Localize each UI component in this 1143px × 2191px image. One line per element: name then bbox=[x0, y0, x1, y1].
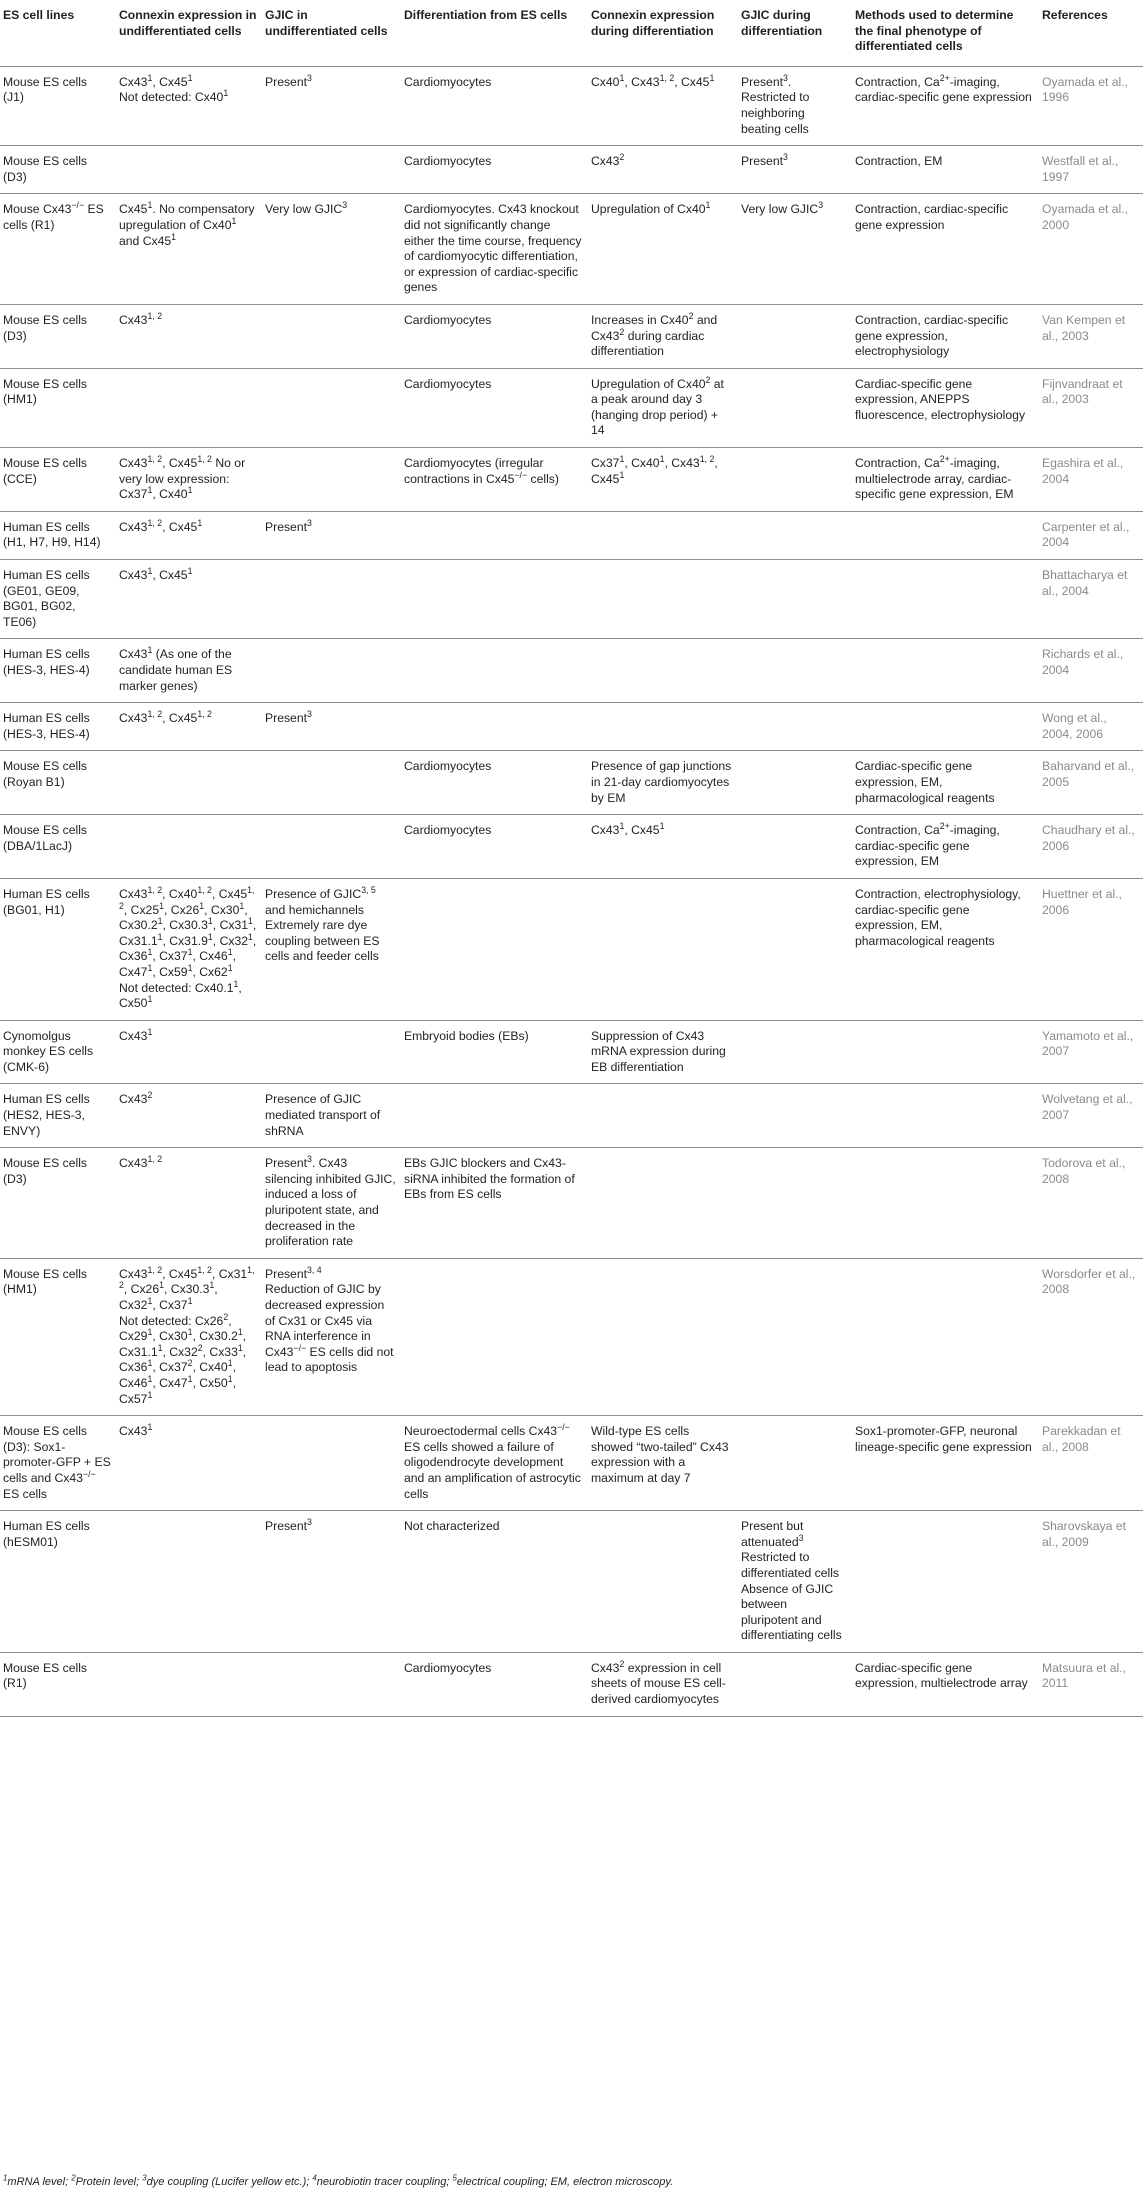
cell-gjic-undiff: Very low GJIC$^3$ bbox=[263, 194, 402, 305]
cell-gjic-during-diff bbox=[739, 1652, 853, 1716]
cell-gjic-during-diff bbox=[739, 878, 853, 1020]
cell-gjic-undiff bbox=[263, 146, 402, 194]
cell-connexin-undiff bbox=[117, 146, 263, 194]
cell-gjic-during-diff bbox=[739, 1148, 853, 1259]
cell-connexin-during-diff: Upregulation of $Cx40^1$ bbox=[589, 194, 739, 305]
cell-reference: Matsuura et al., 2011 bbox=[1040, 1652, 1143, 1716]
cell-reference: Richards et al., 2004 bbox=[1040, 639, 1143, 703]
cell-connexin-undiff: Cx43$^{1, 2}$, Cx45$^{1, 2}$ No or very low expression: $Cx37^1$, $Cx40^1$ bbox=[117, 448, 263, 512]
cell-gjic-undiff: Present$^{3, 4}$ Reduction of GJIC by decreased expression of Cx31 or Cx45 via RNA interference in Cx43−/− ES cells did not lead to apoptosis bbox=[263, 1258, 402, 1415]
cell-es-cell-line: Mouse ES cells (D3): Sox1-promoter-GFP + ES cells and Cx43−/− ES cells bbox=[0, 1416, 117, 1511]
cell-connexin-during-diff: $Cx43^2$ bbox=[589, 146, 739, 194]
cell-gjic-during-diff bbox=[739, 304, 853, 368]
column-header-differentiation: Differentiation from ES cells bbox=[402, 0, 589, 66]
cell-es-cell-line: Mouse ES cells (HM1) bbox=[0, 1258, 117, 1415]
cell-es-cell-line: Mouse Cx43−/− ES cells (R1) bbox=[0, 194, 117, 305]
cell-gjic-undiff bbox=[263, 1652, 402, 1716]
table-row bbox=[0, 751, 1143, 815]
table-row bbox=[0, 815, 1143, 879]
cell-es-cell-line: Mouse ES cells (D3) bbox=[0, 304, 117, 368]
cell-reference: Yamamoto et al., 2007 bbox=[1040, 1020, 1143, 1084]
cell-reference: Chaudhary et al., 2006 bbox=[1040, 815, 1143, 879]
cell-reference: Egashira et al., 2004 bbox=[1040, 448, 1143, 512]
cell-reference: Carpenter et al., 2004 bbox=[1040, 511, 1143, 559]
table-row bbox=[0, 1416, 1143, 1511]
cell-methods bbox=[853, 639, 1040, 703]
cell-gjic-during-diff: Present$^3$. Restricted to neighboring beating cells bbox=[739, 66, 853, 145]
table-row bbox=[0, 1020, 1143, 1084]
cell-gjic-during-diff bbox=[739, 511, 853, 559]
cell-gjic-during-diff: Very low GJIC$^3$ bbox=[739, 194, 853, 305]
cell-gjic-during-diff bbox=[739, 1416, 853, 1511]
cell-connexin-during-diff bbox=[589, 560, 739, 639]
cell-differentiation: EBs GJIC blockers and Cx43-siRNA inhibited the formation of EBs from ES cells bbox=[402, 1148, 589, 1259]
table-row bbox=[0, 1652, 1143, 1716]
cell-connexin-undiff: $Cx43^2$ bbox=[117, 1084, 263, 1148]
cell-methods bbox=[853, 560, 1040, 639]
cell-es-cell-line: Human ES cells (BG01, H1) bbox=[0, 878, 117, 1020]
cell-reference: Westfall et al., 1997 bbox=[1040, 146, 1143, 194]
cell-gjic-undiff: Presence of GJIC mediated transport of shRNA bbox=[263, 1084, 402, 1148]
cell-methods: Contraction, cardiac-specific gene expression, electrophysiology bbox=[853, 304, 1040, 368]
cell-gjic-undiff: Present$^3$ bbox=[263, 703, 402, 751]
cell-connexin-during-diff bbox=[589, 1148, 739, 1259]
table-row bbox=[0, 1148, 1143, 1259]
cell-reference: Bhattacharya et al., 2004 bbox=[1040, 560, 1143, 639]
cell-differentiation: Not characterized bbox=[402, 1511, 589, 1653]
cell-es-cell-line: Mouse ES cells (J1) bbox=[0, 66, 117, 145]
cell-differentiation: Cardiomyocytes bbox=[402, 368, 589, 447]
cell-reference: Baharvand et al., 2005 bbox=[1040, 751, 1143, 815]
cell-gjic-undiff bbox=[263, 751, 402, 815]
cell-connexin-during-diff: $Cx43^1$, $Cx45^1$ bbox=[589, 815, 739, 879]
cell-gjic-undiff: Presence of GJIC$^{3, 5}$ and hemichannels Extremely rare dye coupling between ES cells and feeder cells bbox=[263, 878, 402, 1020]
cell-es-cell-line: Human ES cells (GE01, GE09, BG01, BG02, TE06) bbox=[0, 560, 117, 639]
cell-connexin-during-diff: $Cx37^1$, $Cx40^1$, Cx43$^{1, 2}$, $Cx45^1$ bbox=[589, 448, 739, 512]
cell-connexin-during-diff: $Cx43^2$ expression in cell sheets of mouse ES cell-derived cardiomyocytes bbox=[589, 1652, 739, 1716]
cell-gjic-during-diff bbox=[739, 560, 853, 639]
cell-methods bbox=[853, 1511, 1040, 1653]
cell-gjic-during-diff bbox=[739, 815, 853, 879]
cell-gjic-undiff bbox=[263, 448, 402, 512]
table-row bbox=[0, 368, 1143, 447]
column-header-es-cell-line: ES cell lines bbox=[0, 0, 117, 66]
cell-connexin-during-diff bbox=[589, 703, 739, 751]
cell-methods bbox=[853, 703, 1040, 751]
cell-reference: Sharovskaya et al., 2009 bbox=[1040, 1511, 1143, 1653]
cell-es-cell-line: Cynomolgus monkey ES cells (CMK-6) bbox=[0, 1020, 117, 1084]
cell-reference: Oyamada et al., 2000 bbox=[1040, 194, 1143, 305]
table-row bbox=[0, 66, 1143, 145]
cell-gjic-during-diff bbox=[739, 1258, 853, 1415]
table-row bbox=[0, 703, 1143, 751]
cell-reference: Huettner et al., 2006 bbox=[1040, 878, 1143, 1020]
cell-connexin-undiff bbox=[117, 1511, 263, 1653]
cell-gjic-during-diff: Present but attenuated$^3$ Restricted to differentiated cells Absence of GJIC between pluripotent and differentiating cells bbox=[739, 1511, 853, 1653]
cell-connexin-undiff: Cx43$^{1, 2}$, $Cx45^1$ bbox=[117, 511, 263, 559]
cell-connexin-undiff bbox=[117, 1652, 263, 1716]
cell-gjic-undiff: Present$^3$. Cx43 silencing inhibited GJIC, induced a loss of pluripotent state, and decreased in the proliferation rate bbox=[263, 1148, 402, 1259]
cell-connexin-during-diff: $Cx40^1$, Cx43$^{1, 2}$, $Cx45^1$ bbox=[589, 66, 739, 145]
cell-gjic-undiff: Present$^3$ bbox=[263, 66, 402, 145]
cell-gjic-during-diff: Present$^3$ bbox=[739, 146, 853, 194]
cell-differentiation: Embryoid bodies (EBs) bbox=[402, 1020, 589, 1084]
table-footnote: $^1$mRNA level; $^2$Protein level; $^3$dye coupling (Lucifer yellow etc.); $^4$neurobiotin tracer coupling; $^5$electrical coupling; EM, electron microscopy. bbox=[3, 2173, 674, 2188]
cell-gjic-undiff bbox=[263, 368, 402, 447]
cell-connexin-undiff: $Cx43^1$, $Cx45^1$ Not detected: $Cx40^1$ bbox=[117, 66, 263, 145]
table-row bbox=[0, 146, 1143, 194]
cell-connexin-during-diff: Presence of gap junctions in 21-day cardiomyocytes by EM bbox=[589, 751, 739, 815]
cell-connexin-during-diff bbox=[589, 511, 739, 559]
cell-connexin-undiff: $Cx43^1$ (As one of the candidate human ES marker genes) bbox=[117, 639, 263, 703]
cell-es-cell-line: Human ES cells (HES-3, HES-4) bbox=[0, 639, 117, 703]
table-row bbox=[0, 304, 1143, 368]
cell-gjic-undiff bbox=[263, 560, 402, 639]
cell-gjic-during-diff bbox=[739, 368, 853, 447]
cell-connexin-undiff: Cx43$^{1, 2}$, Cx45$^{1, 2}$, Cx31$^{1, 2}$, $Cx26^1$, Cx30.3$^1$, $Cx32^1$, $Cx37^1$ Not detected: $Cx26^2$, $Cx29^1$, $Cx30^1$, Cx30.2$^1$, Cx31.1$^1$, $Cx32^2$, $Cx33^1$, $Cx36^1$, $Cx37^2$, $Cx40^1$, $Cx46^1$, $Cx47^1$, $Cx50^1$, $Cx57^1$ bbox=[117, 1258, 263, 1415]
cell-connexin-during-diff bbox=[589, 639, 739, 703]
cell-gjic-undiff bbox=[263, 304, 402, 368]
cell-differentiation: Cardiomyocytes bbox=[402, 1652, 589, 1716]
cell-methods: Contraction, electrophysiology, cardiac-specific gene expression, EM, pharmacological reagents bbox=[853, 878, 1040, 1020]
cell-reference: Wolvetang et al., 2007 bbox=[1040, 1084, 1143, 1148]
cell-methods bbox=[853, 1020, 1040, 1084]
cell-gjic-during-diff bbox=[739, 1084, 853, 1148]
column-header-connexin-during-diff: Connexin expression during differentiation bbox=[589, 0, 739, 66]
table-row bbox=[0, 1258, 1143, 1415]
cell-es-cell-line: Mouse ES cells (HM1) bbox=[0, 368, 117, 447]
table-row bbox=[0, 878, 1143, 1020]
cell-differentiation: Cardiomyocytes bbox=[402, 751, 589, 815]
cell-connexin-undiff: Cx43$^{1, 2}$ bbox=[117, 304, 263, 368]
cell-methods bbox=[853, 1148, 1040, 1259]
cell-es-cell-line: Human ES cells (hESM01) bbox=[0, 1511, 117, 1653]
cell-methods bbox=[853, 511, 1040, 559]
cell-connexin-during-diff: Increases in $Cx40^2$ and $Cx43^2$ during cardiac differentiation bbox=[589, 304, 739, 368]
cell-differentiation bbox=[402, 560, 589, 639]
cell-gjic-undiff bbox=[263, 639, 402, 703]
cell-reference: Todorova et al., 2008 bbox=[1040, 1148, 1143, 1259]
cell-gjic-during-diff bbox=[739, 703, 853, 751]
cell-es-cell-line: Mouse ES cells (D3) bbox=[0, 146, 117, 194]
cell-connexin-undiff bbox=[117, 368, 263, 447]
cell-gjic-during-diff bbox=[739, 751, 853, 815]
cell-es-cell-line: Human ES cells (HES-3, HES-4) bbox=[0, 703, 117, 751]
column-header-connexin-undiff: Connexin expression in undifferentiated cells bbox=[117, 0, 263, 66]
cell-reference: Parekkadan et al., 2008 bbox=[1040, 1416, 1143, 1511]
table-row bbox=[0, 639, 1143, 703]
column-header-reference: References bbox=[1040, 0, 1143, 66]
table-row bbox=[0, 448, 1143, 512]
column-header-gjic-during-diff: GJIC during differentiation bbox=[739, 0, 853, 66]
cell-gjic-during-diff bbox=[739, 1020, 853, 1084]
cell-differentiation: Cardiomyocytes (irregular contractions in Cx45−/− cells) bbox=[402, 448, 589, 512]
table-row bbox=[0, 194, 1143, 305]
cell-differentiation bbox=[402, 511, 589, 559]
cell-gjic-undiff bbox=[263, 1416, 402, 1511]
cell-es-cell-line: Mouse ES cells (Royan B1) bbox=[0, 751, 117, 815]
cell-es-cell-line: Human ES cells (HES2, HES-3, ENVY) bbox=[0, 1084, 117, 1148]
cell-connexin-undiff: $Cx43^1$ bbox=[117, 1416, 263, 1511]
cell-gjic-during-diff bbox=[739, 448, 853, 512]
cell-differentiation: Cardiomyocytes bbox=[402, 815, 589, 879]
cell-methods: Cardiac-specific gene expression, multielectrode array bbox=[853, 1652, 1040, 1716]
cell-differentiation bbox=[402, 878, 589, 1020]
cell-gjic-undiff: Present$^3$ bbox=[263, 1511, 402, 1653]
cell-methods: Contraction, $Ca^{2+}$-imaging, cardiac-specific gene expression bbox=[853, 66, 1040, 145]
cell-es-cell-line: Mouse ES cells (CCE) bbox=[0, 448, 117, 512]
cell-methods bbox=[853, 1258, 1040, 1415]
cell-es-cell-line: Human ES cells (H1, H7, H9, H14) bbox=[0, 511, 117, 559]
cell-connexin-during-diff: Wild-type ES cells showed “two-tailed” Cx43 expression with a maximum at day 7 bbox=[589, 1416, 739, 1511]
column-header-methods: Methods used to determine the final phenotype of differentiated cells bbox=[853, 0, 1040, 66]
cell-connexin-during-diff: Suppression of Cx43 mRNA expression during EB differentiation bbox=[589, 1020, 739, 1084]
cell-connexin-during-diff bbox=[589, 1511, 739, 1653]
cell-methods: Contraction, $Ca^{2+}$-imaging, multielectrode array, cardiac-specific gene expression, EM bbox=[853, 448, 1040, 512]
cell-connexin-during-diff: Upregulation of $Cx40^2$ at a peak around day 3 (hanging drop period) + 14 bbox=[589, 368, 739, 447]
column-header-gjic-undiff: GJIC in undifferentiated cells bbox=[263, 0, 402, 66]
cell-reference: Van Kempen et al., 2003 bbox=[1040, 304, 1143, 368]
table-row bbox=[0, 511, 1143, 559]
cell-es-cell-line: Mouse ES cells (D3) bbox=[0, 1148, 117, 1259]
cell-methods: Cardiac-specific gene expression, ANEPPS fluorescence, electrophysiology bbox=[853, 368, 1040, 447]
cell-differentiation: Cardiomyocytes. Cx43 knockout did not significantly change either the time course, frequency of cardiomyocytic differentiation, or expression of cardiac-specific genes bbox=[402, 194, 589, 305]
cell-connexin-undiff bbox=[117, 815, 263, 879]
cell-differentiation: Cardiomyocytes bbox=[402, 304, 589, 368]
cell-differentiation bbox=[402, 1084, 589, 1148]
cell-connexin-undiff: Cx43$^{1, 2}$, Cx40$^{1, 2}$, Cx45$^{1, 2}$, $Cx25^1$, $Cx26^1$, $Cx30^1$, Cx30.2$^1$, Cx30.3$^1$, $Cx31^1$, Cx31.1$^1$, Cx31.9$^1$, $Cx32^1$, $Cx36^1$, $Cx37^1$, $Cx46^1$, $Cx47^1$, $Cx59^1$, $Cx62^1$ Not detected: Cx40.1$^1$, $Cx50^1$ bbox=[117, 878, 263, 1020]
cell-differentiation bbox=[402, 1258, 589, 1415]
cell-connexin-during-diff bbox=[589, 1084, 739, 1148]
cell-methods bbox=[853, 1084, 1040, 1148]
cell-methods: Contraction, EM bbox=[853, 146, 1040, 194]
cell-connexin-undiff: $Cx43^1$ bbox=[117, 1020, 263, 1084]
cell-methods: Contraction, cardiac-specific gene expression bbox=[853, 194, 1040, 305]
cell-gjic-undiff bbox=[263, 815, 402, 879]
cell-connexin-undiff bbox=[117, 751, 263, 815]
cell-differentiation bbox=[402, 703, 589, 751]
cell-differentiation: Neuroectodermal cells Cx43−/− ES cells showed a failure of oligodendrocyte development and an amplification of astrocytic cells bbox=[402, 1416, 589, 1511]
cell-connexin-during-diff bbox=[589, 878, 739, 1020]
cell-connexin-undiff: $Cx45^1$. No compensatory upregulation of $Cx40^1$ and $Cx45^1$ bbox=[117, 194, 263, 305]
cell-connexin-undiff: Cx43$^{1, 2}$ bbox=[117, 1148, 263, 1259]
cell-gjic-undiff: Present$^3$ bbox=[263, 511, 402, 559]
cell-connexin-during-diff bbox=[589, 1258, 739, 1415]
table-row bbox=[0, 560, 1143, 639]
cell-methods: Cardiac-specific gene expression, EM, pharmacological reagents bbox=[853, 751, 1040, 815]
cell-differentiation: Cardiomyocytes bbox=[402, 66, 589, 145]
cell-es-cell-line: Mouse ES cells (R1) bbox=[0, 1652, 117, 1716]
cell-reference: Oyamada et al., 1996 bbox=[1040, 66, 1143, 145]
table-row bbox=[0, 1511, 1143, 1653]
cell-reference: Wong et al., 2004, 2006 bbox=[1040, 703, 1143, 751]
cell-reference: Fijnvandraat et al., 2003 bbox=[1040, 368, 1143, 447]
cell-gjic-during-diff bbox=[739, 639, 853, 703]
cell-differentiation: Cardiomyocytes bbox=[402, 146, 589, 194]
cell-es-cell-line: Mouse ES cells (DBA/1LacJ) bbox=[0, 815, 117, 879]
cell-gjic-undiff bbox=[263, 1020, 402, 1084]
table-header-row bbox=[0, 0, 1143, 66]
table-row bbox=[0, 1084, 1143, 1148]
cell-methods: Sox1-promoter-GFP, neuronal lineage-specific gene expression bbox=[853, 1416, 1040, 1511]
cell-reference: Worsdorfer et al., 2008 bbox=[1040, 1258, 1143, 1415]
cell-connexin-undiff: $Cx43^1$, $Cx45^1$ bbox=[117, 560, 263, 639]
cell-methods: Contraction, $Ca^{2+}$-imaging, cardiac-specific gene expression, EM bbox=[853, 815, 1040, 879]
cell-differentiation bbox=[402, 639, 589, 703]
cell-connexin-undiff: Cx43$^{1, 2}$, Cx45$^{1, 2}$ bbox=[117, 703, 263, 751]
